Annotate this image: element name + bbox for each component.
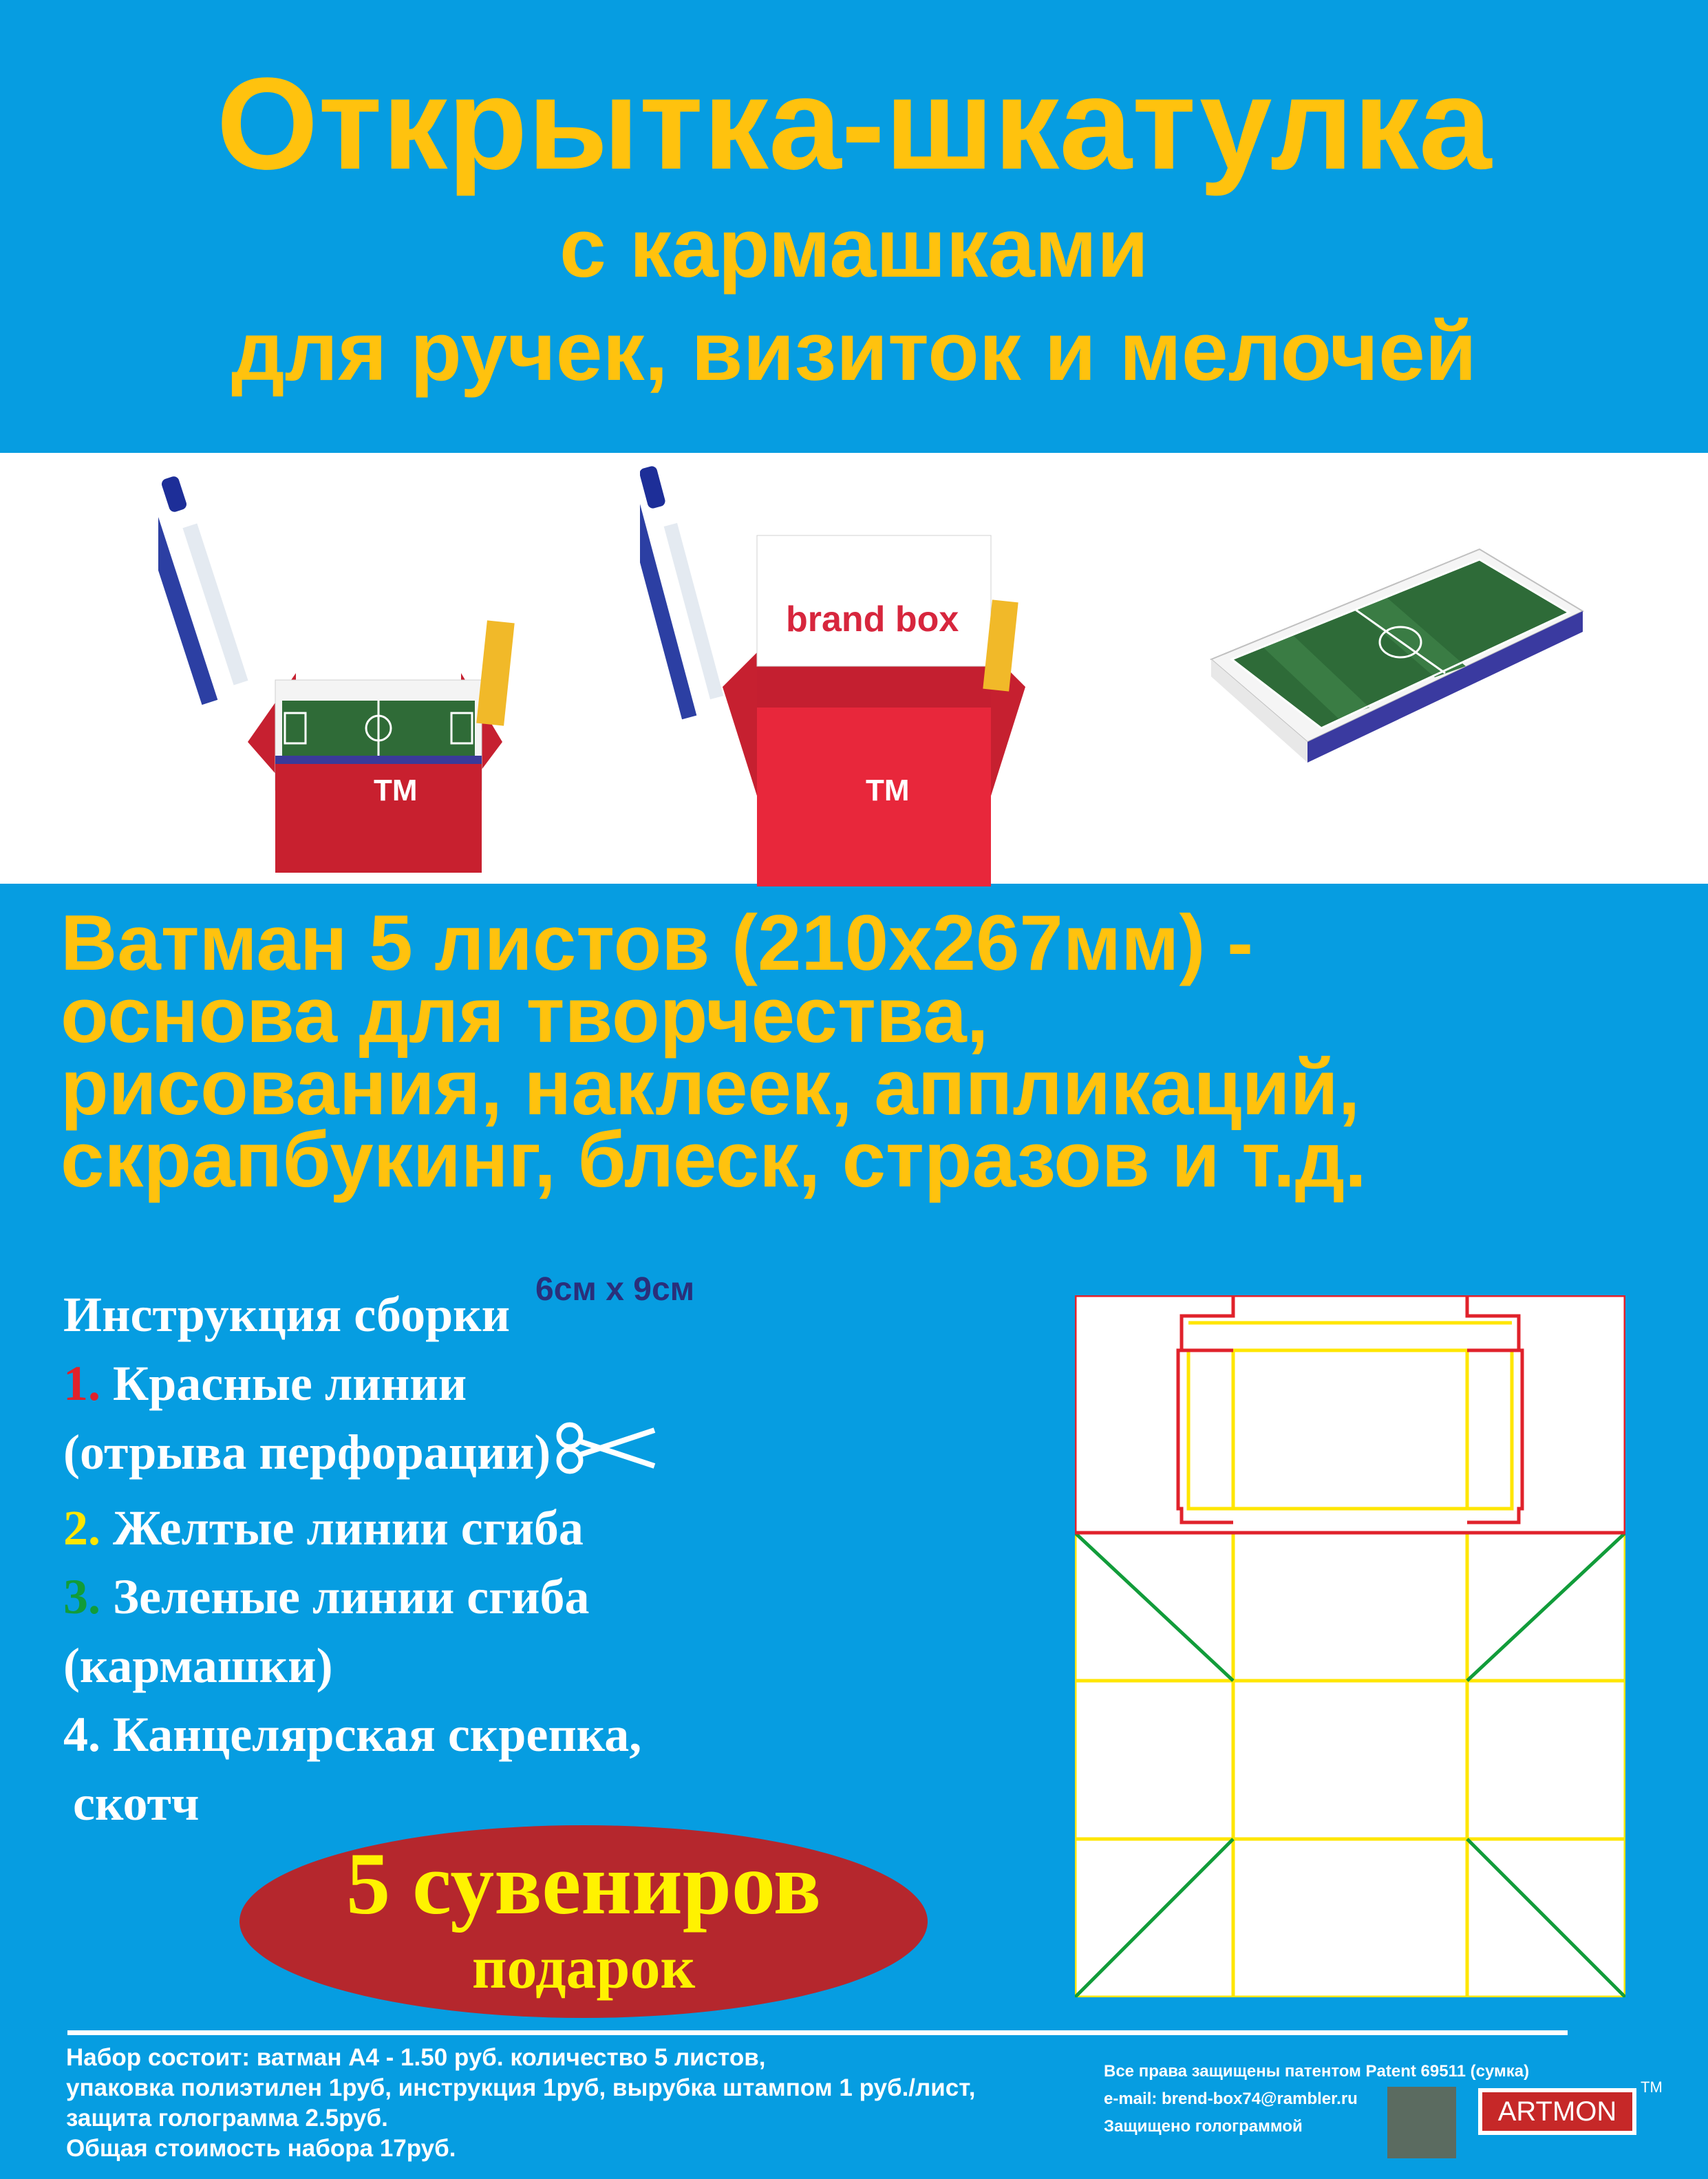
box-photo-brand — [640, 460, 1080, 886]
gift-badge-subtitle: подарок — [471, 1935, 696, 2001]
scissors-icon — [555, 1421, 658, 1494]
footer-hologram-note: Защищено голограммой — [1104, 2117, 1303, 2136]
footer-divider — [67, 2030, 1568, 2035]
instructions-heading: Инструкция сборки — [63, 1287, 511, 1342]
tm-label-middle: TM — [866, 774, 910, 807]
assembly-instructions — [63, 1280, 820, 1838]
instruction-item-1 — [63, 1349, 820, 1418]
instruction-text-1: Красные линии — [113, 1356, 467, 1411]
description-line-4: скрапбукинг, блеск, стразов и т.д. — [61, 1116, 1367, 1204]
gift-badge-title: 5 сувениров — [346, 1835, 821, 1933]
artmon-tm: TM — [1641, 2079, 1663, 2096]
description-block — [61, 900, 1698, 1204]
instruction-number-2: 2. — [63, 1500, 100, 1556]
footer-pricing-line-3: защита голограмма 2.5руб. — [66, 2105, 388, 2132]
page-subtitle-1: с кармашками — [559, 201, 1149, 295]
description-line-3: рисования, наклеек, аппликаций, — [61, 1044, 1360, 1131]
box-photo-open — [158, 474, 585, 873]
artmon-logo: ARTMON — [1482, 2092, 1632, 2131]
footer-pricing-line-2: упаковка полиэтилен 1руб, инструкция 1руб, вырубка штампом 1 руб./лист, — [66, 2074, 976, 2101]
instruction-item-3 — [63, 1562, 820, 1631]
box-photo-closed — [1197, 535, 1603, 825]
instruction-text-3: Зеленые линии сгиба — [113, 1569, 590, 1625]
hologram-icon — [1387, 2087, 1456, 2158]
instruction-number-1: 1. — [63, 1356, 100, 1411]
page-title: Открытка-шкатулка — [216, 51, 1492, 197]
instruction-number-3: 3. — [63, 1569, 100, 1625]
instruction-text-2: Желтые линии сгиба — [113, 1500, 584, 1556]
die-cut-template — [1075, 1295, 1625, 1997]
description-line-2: основа для творчества, — [61, 972, 989, 1059]
instruction-item-1-cont — [63, 1418, 820, 1494]
tm-label-left: TM — [374, 774, 418, 807]
page-subtitle-2: для ручек, визиток и мелочей — [231, 304, 1477, 398]
description-line-1: Ватман 5 листов (210х267мм) - — [61, 900, 1254, 987]
brand-box-label: brand box — [786, 599, 959, 639]
instruction-item-4: 4. Канцелярская скрепка, — [63, 1707, 642, 1763]
instruction-item-3-cont: (кармашки) — [63, 1638, 333, 1694]
footer-pricing-line-4: Общая стоимость набора 17руб. — [66, 2135, 456, 2162]
instruction-item-2 — [63, 1494, 820, 1562]
footer-email: e-mail: brend-box74@rambler.ru — [1104, 2090, 1358, 2108]
footer-pricing — [66, 2043, 1098, 2164]
instruction-item-4-cont: скотч — [73, 1776, 200, 1831]
size-label: 6см х 9см — [535, 1271, 695, 1308]
footer-pricing-line-1: Набор состоит: ватман А4 - 1.50 руб. количество 5 листов, — [66, 2044, 766, 2071]
footer-patent: Все права защищены патентом Patent 69511 (сумка) — [1104, 2062, 1530, 2081]
instruction-text-1-cont: (отрыва перфорации) — [63, 1425, 551, 1480]
